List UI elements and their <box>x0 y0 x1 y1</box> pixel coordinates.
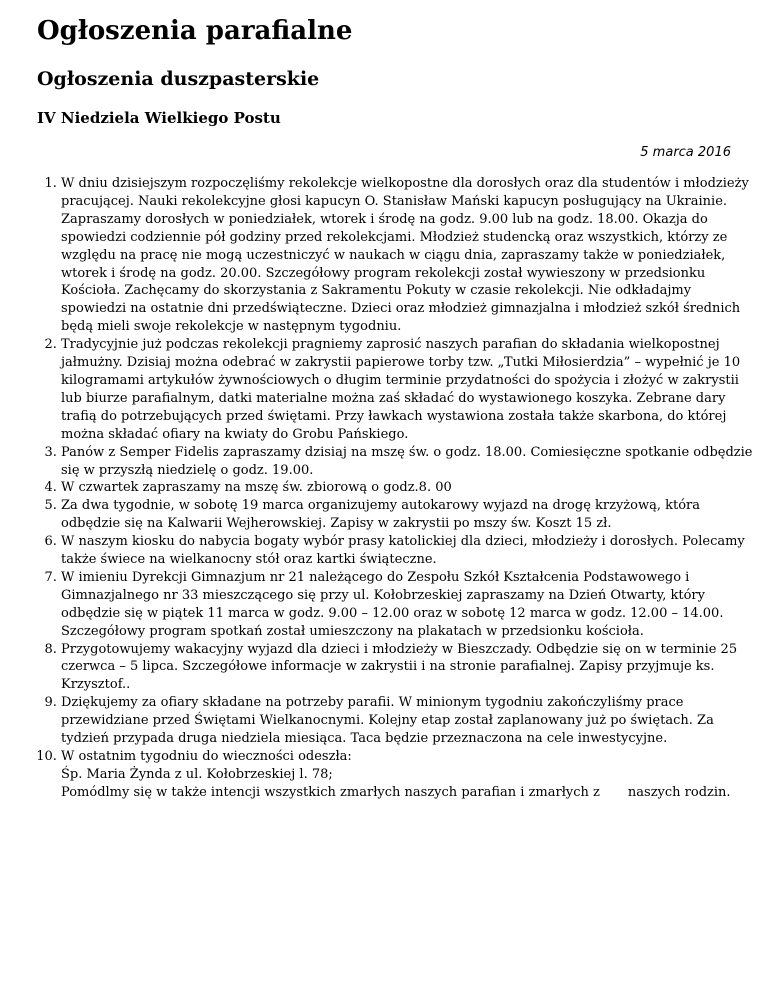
announcement-item-7: 7. W imieniu Dyrekcji Gimnazjum nr 21 należącego do Zespołu Szkół Kształcenia Podstawowego i Gimnazjalnego nr 33 mieszczącego się przy ul. Kołobrzeskiej zapraszamy na Dzień Otwarty, który odbędzie się w piątek 11 marca w godz. 9.00 – 12.00 oraz w sobotę 12 marca w godz. 12.00 – 14.00. Szczegółowy program spotkań został umieszczony na plakatach w przedsionku kościoła. <box>61 569 757 641</box>
announcement-item-9: 9. Dziękujemy za ofiary składane na potrzeby parafii. W minionym tygodniu zakończyliśmy prace przewidziane przed Świętami Wielkanocnymi. Kolejny etap został zaplanowany już po świętach. Za tydzień przypada druga niedziela miesiąca. Taca będzie przeznaczona na cele inwestycyjne. <box>61 694 757 748</box>
prayer-line <box>61 784 757 802</box>
section-title: Ogłoszenia duszpasterskie <box>37 68 320 90</box>
announcement-item-5: 5. Za dwa tygodnie, w sobotę 19 marca organizujemy autokarowy wyjazd na drogę krzyżową, która odbędzie się na Kalwarii Wejherowskiej. Zapisy w zakrystii po mszy św. Koszt 15 zł. <box>61 497 757 533</box>
deaths-intro: 10. W ostatnim tygodniu do wieczności odeszła: <box>61 749 352 764</box>
announcement-item-8: 8. Przygotowujemy wakacyjny wyjazd dla dzieci i młodzieży w Bieszczady. Odbędzie się on w terminie 25 czerwca – 5 lipca. Szczegółowe informacje w zakrystii i na stronie parafialnej. Zapisy przyjmuje ks. Krzysztof.. <box>61 641 757 695</box>
prayer-text-part1: Pomódlmy się w także intencji wszystkich zmarłych naszych parafian i zmarłych z <box>61 784 600 800</box>
announcement-item-1: 1. W dniu dzisiejszym rozpoczęliśmy rekolekcje wielkopostne dla dorosłych oraz dla studentów i młodzieży pracującej. Nauki rekolekcyjne głosi kapucyn O. Stanisław Mański kapucyn posługujący na Ukrainie. Zapraszamy dorosłych w poniedziałek, wtorek i środę na godz. 9.00 lub na godz. 18.00. Okazja do spowiedzi codziennie pół godziny przed rekolekcjami. Młodzież studencką oraz wszystkich, którzy ze względu na pracę nie mogą uczestniczyć w naukach w ciągu dnia, zapraszamy także w poniedziałek, wtorek i środę na godz. 20.00. Szczegółowy program rekolekcji został wywieszony w przedsionku Kościoła. Zachęcamy do skorzystania z Sakramentu Pokuty w czasie rekolekcji. Nie odkładajmy spowiedzi na ostatnie dni przedświąteczne. Dzieci oraz młodzież gimnazjalna i młodzież szkół średnich będą mieli swoje rekolekcje w następnym tygodniu. <box>61 175 757 336</box>
announcement-item-3: 3. Panów z Semper Fidelis zapraszamy dzisiaj na mszę św. o godz. 18.00. Comiesięczne spotkanie odbędzie się w przyszłą niedzielę o godz. 19.00. <box>61 444 757 480</box>
prayer-text-part2: naszych rodzin. <box>627 784 731 800</box>
announcement-item-2: 2. Tradycyjnie już podczas rekolekcji pragniemy zaprosić naszych parafian do składania wielkopostnej jałmużny. Dzisiaj można odebrać w zakrystii papierowe torby tzw. „Tutki Miłosierdzia” – wypełnić je 10 kilogramami artykułów żywnościowych o długim terminie przydatności do spożycia i złożyć w zakrystii lub biurze parafialnym, datki materialne można zaś składać do wystawionego koszyka. Zebrane dary trafią do potrzebujących przed świętami. Przy ławkach wystawiona została także skarbona, do której można składać ofiary na kwiaty do Grobu Pańskiego. <box>61 336 757 443</box>
page-title: Ogłoszenia parafialne <box>37 16 353 46</box>
announcement-list <box>37 175 757 802</box>
announcement-item-6: 6. W naszym kiosku do nabycia bogaty wybór prasy katolickiej dla dzieci, młodzieży i dorosłych. Polecamy także świece na wielkanocny stół oraz kartki świąteczne. <box>61 533 757 569</box>
announcement-item-10 <box>61 748 757 802</box>
subsection-title: IV Niedziela Wielkiego Postu <box>37 109 281 127</box>
announcement-date: 5 marca 2016 <box>640 145 731 160</box>
announcement-item-4: 4. W czwartek zapraszamy na mszę św. zbiorową o godz.8. 00 <box>61 479 757 497</box>
deceased-entry: Śp. Maria Żynda z ul. Kołobrzeskiej l. 78; <box>61 766 333 782</box>
